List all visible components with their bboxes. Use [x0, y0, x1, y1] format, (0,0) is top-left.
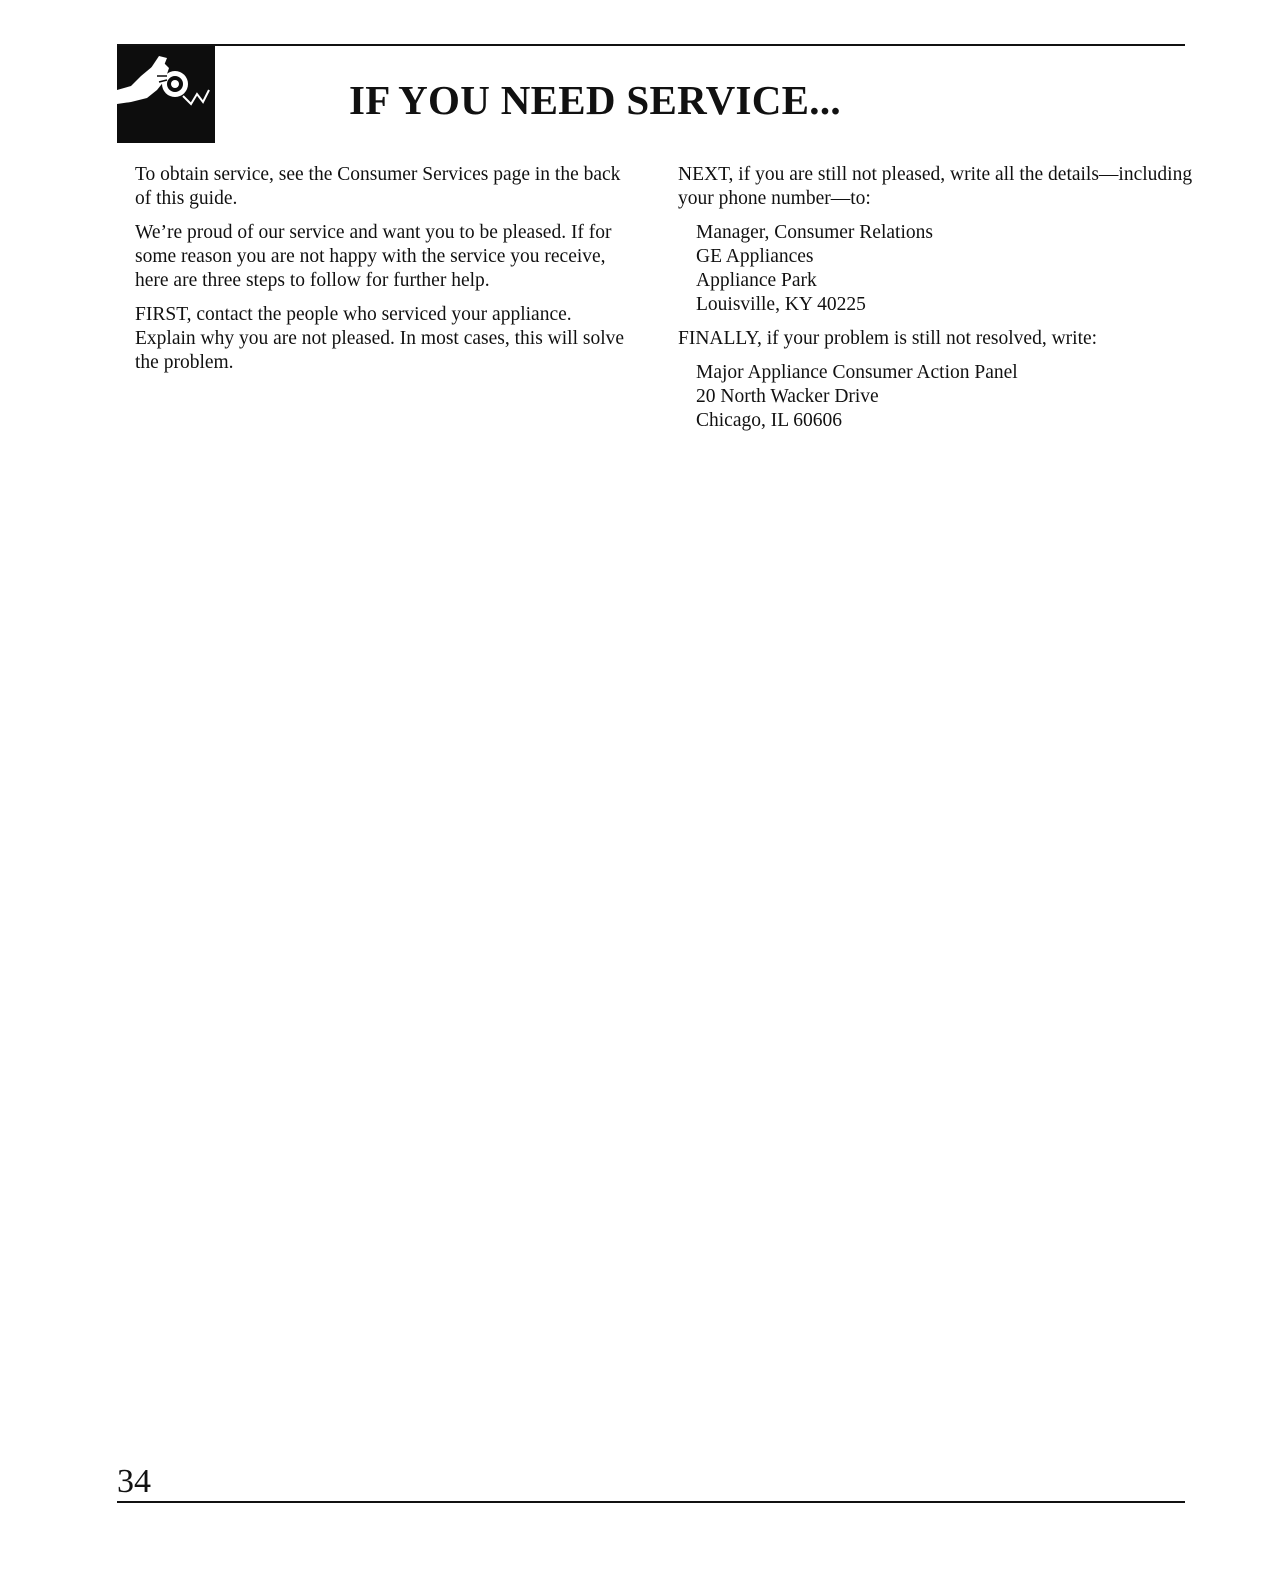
service-technician-icon [117, 46, 215, 143]
address-line: Manager, Consumer Relations [696, 222, 933, 243]
top-rule [117, 44, 1185, 46]
action-panel-address [696, 361, 1198, 433]
bottom-rule [117, 1501, 1185, 1503]
intro-paragraph: To obtain service, see the Consumer Services page in the back of this guide. [135, 164, 621, 209]
finally-step-paragraph: FINALLY, if your problem is still not resolved, write: [678, 328, 1098, 349]
left-column [135, 163, 635, 385]
page-title: IF YOU NEED SERVICE... [349, 77, 841, 123]
header-icon-box [117, 46, 215, 143]
address-line: Louisville, KY 40225 [696, 294, 866, 315]
address-line: Appliance Park [696, 270, 817, 291]
next-step-paragraph: NEXT, if you are still not pleased, write all the details—including your phone number—to: [678, 164, 1193, 209]
pride-paragraph: We’re proud of our service and want you to be pleased. If for some reason you are not happy with the service you receive, here are three steps to follow for further help. [135, 222, 612, 291]
address-line: 20 North Wacker Drive [696, 386, 879, 407]
first-step-paragraph: FIRST, contact the people who serviced your appliance. Explain why you are not pleased. In most cases, this will solve the problem. [135, 304, 625, 373]
consumer-relations-address [696, 221, 1198, 317]
address-line: GE Appliances [696, 246, 814, 267]
address-line: Major Appliance Consumer Action Panel [696, 362, 1018, 383]
page-number: 34 [117, 1463, 151, 1500]
right-column [678, 163, 1198, 443]
address-line: Chicago, IL 60606 [696, 410, 843, 431]
